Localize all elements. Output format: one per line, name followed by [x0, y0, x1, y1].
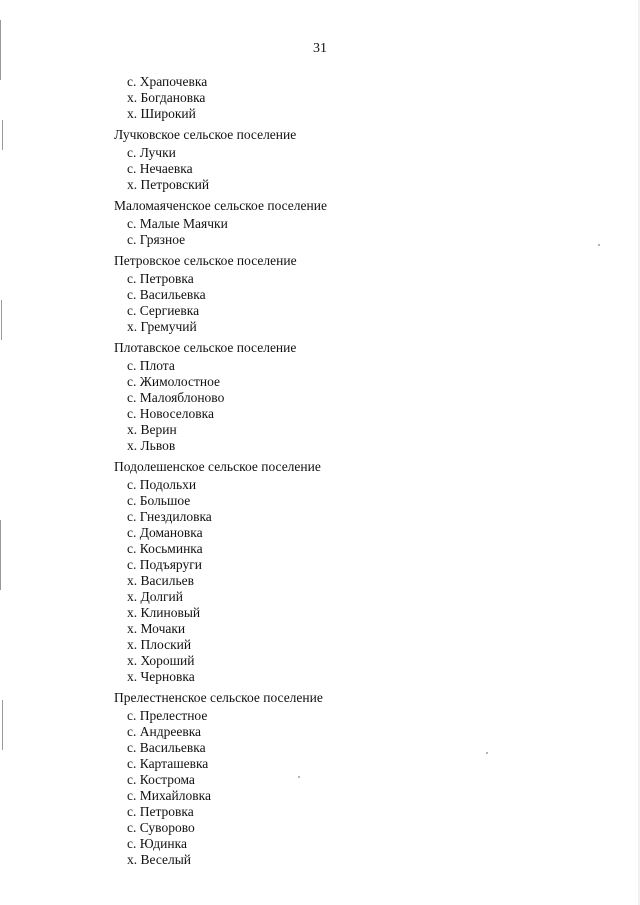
- list-item: х. Гремучий: [127, 319, 197, 334]
- list-item: с. Сергиевка: [127, 303, 200, 318]
- list-item: с. Новоселовка: [127, 406, 214, 421]
- settlement-block: [0, 198, 640, 248]
- list-item: с. Большое: [127, 493, 191, 508]
- list-item: с. Нечаевка: [127, 161, 193, 176]
- list-item: с. Суворово: [127, 820, 195, 835]
- page-number: 31: [313, 41, 327, 56]
- list-item: с. Карташевка: [127, 756, 209, 771]
- list-item: с. Жимолостное: [127, 374, 221, 389]
- list-item: с. Юдинка: [127, 836, 187, 851]
- list-item: с. Грязное: [127, 232, 186, 247]
- settlement-list: [0, 127, 640, 868]
- list-item: х. Черновка: [127, 669, 195, 684]
- list-item: с. Васильевка: [127, 740, 206, 755]
- settlement-heading: Подолешенское сельское поселение: [114, 459, 321, 474]
- settlement-block: [0, 459, 640, 685]
- list-item: х. Широкий: [127, 106, 196, 121]
- list-item: с. Прелестное: [127, 708, 208, 723]
- settlement-heading: Петровское сельское поселение: [114, 253, 297, 268]
- settlement-block: [0, 690, 640, 868]
- list-item: с. Подъяруги: [127, 557, 202, 572]
- list-item: х. Веселый: [127, 852, 192, 867]
- list-item: с. Плота: [127, 358, 175, 373]
- list-item: с. Петровка: [127, 271, 194, 286]
- settlement-heading: Плотавское сельское поселение: [114, 340, 297, 355]
- list-item: с. Подольхи: [127, 477, 197, 492]
- list-item: с. Кострома: [127, 772, 195, 787]
- list-item: х. Васильев: [127, 573, 194, 588]
- list-item: с. Косьминка: [127, 541, 203, 556]
- settlement-block: [0, 253, 640, 335]
- list-item: х. Хороший: [127, 653, 195, 668]
- list-item: х. Львов: [127, 438, 176, 453]
- settlement-heading: Прелестненское сельское поселение: [114, 690, 323, 705]
- list-item: с. Малые Маячки: [127, 216, 228, 231]
- list-item: с. Гнездиловка: [127, 509, 212, 524]
- list-item: х. Богдановка: [127, 90, 206, 105]
- locality-list: [0, 74, 640, 868]
- list-item: с. Домановка: [127, 525, 203, 540]
- list-item: х. Клиновый: [127, 605, 201, 620]
- list-item: с. Васильевка: [127, 287, 206, 302]
- settlement-block: [0, 340, 640, 454]
- settlement-heading: Маломаяченское сельское поселение: [114, 198, 327, 213]
- list-item: с. Храпочевка: [127, 74, 208, 89]
- list-item: с. Михайловка: [127, 788, 211, 803]
- list-item: с. Петровка: [127, 804, 194, 819]
- list-item: с. Андреевка: [127, 724, 202, 739]
- list-item: с. Лучки: [127, 145, 176, 160]
- list-item: х. Долгий: [127, 589, 184, 604]
- list-item: х. Верин: [127, 422, 177, 437]
- list-item: х. Плоский: [127, 637, 192, 652]
- settlement-heading: Лучковское сельское поселение: [114, 127, 297, 142]
- leading-localities: [0, 74, 640, 122]
- list-item: х. Мочаки: [127, 621, 186, 636]
- list-item: х. Петровский: [127, 177, 210, 192]
- list-item: с. Малояблоново: [127, 390, 225, 405]
- settlement-block: [0, 127, 640, 193]
